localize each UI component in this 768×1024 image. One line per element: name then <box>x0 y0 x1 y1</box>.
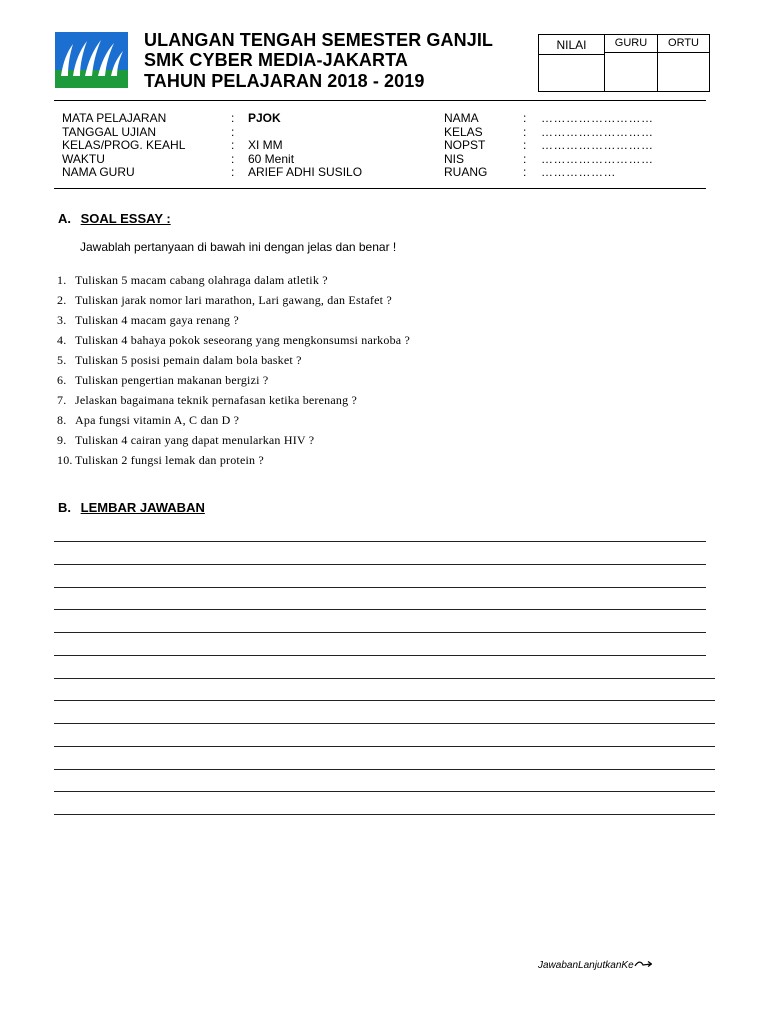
info-label-time: WAKTU <box>62 151 105 166</box>
instruction-text: Jawablah pertanyaan di bawah ini dengan jelas dan benar ! <box>80 240 397 254</box>
question-number: 5. <box>57 353 67 367</box>
header-divider <box>54 100 706 101</box>
question-text: Tuliskan 4 macam gaya renang ? <box>75 313 239 327</box>
section-b-title: LEMBAR JAWABAN <box>80 500 205 515</box>
nis-field[interactable]: ……………………… <box>541 151 654 166</box>
question-number: 4. <box>57 333 67 347</box>
info-label-room: RUANG <box>444 165 488 180</box>
answer-line[interactable] <box>54 700 715 701</box>
question-number: 8. <box>57 413 67 427</box>
info-value-time: 60 Menit <box>248 151 295 166</box>
question-item <box>57 413 239 428</box>
guru-cell[interactable] <box>605 53 657 91</box>
exam-title: ULANGAN TENGAH SEMESTER GANJIL <box>144 30 494 50</box>
nilai-column <box>539 35 605 91</box>
question-item <box>57 393 357 408</box>
question-text: Tuliskan 5 macam cabang olahraga dalam atletik ? <box>75 273 328 287</box>
answer-line[interactable] <box>54 541 706 542</box>
grade-box <box>538 34 710 92</box>
question-text: Tuliskan 4 bahaya pokok seseorang yang mengkonsumsi narkoba ? <box>75 333 411 347</box>
answer-line[interactable] <box>54 655 706 656</box>
question-text: Tuliskan 4 cairan yang dapat menularkan HIV ? <box>75 433 315 447</box>
continue-text: JawabanLanjutkanKe <box>538 960 634 971</box>
ortu-column <box>658 35 709 91</box>
section-b-letter: B. <box>58 500 71 515</box>
nopst-field[interactable]: ……………………… <box>541 138 654 153</box>
question-number: 1. <box>57 273 67 287</box>
question-text: Tuliskan jarak nomor lari marathon, Lari gawang, dan Estafet ? <box>75 293 392 307</box>
name-field[interactable]: ……………………… <box>541 111 654 125</box>
section-b-heading <box>58 500 205 515</box>
question-text: Tuliskan 2 fungsi lemak dan protein ? <box>75 453 264 467</box>
answer-line[interactable] <box>54 632 706 633</box>
nilai-label: NILAI <box>539 35 604 55</box>
answer-line[interactable] <box>54 609 706 610</box>
question-number: 10. <box>57 453 73 467</box>
answer-line[interactable] <box>54 746 715 747</box>
nilai-cell[interactable] <box>539 55 604 91</box>
info-colon: : <box>231 111 235 125</box>
guru-column <box>605 35 658 91</box>
question-number: 7. <box>57 393 67 407</box>
question-text: Jelaskan bagaimana teknik pernafasan ketika berenang ? <box>75 393 358 407</box>
info-label-name: NAMA <box>444 111 479 125</box>
info-colon: : <box>523 124 527 139</box>
continue-note <box>538 960 652 971</box>
info-value-class-program: XI MM <box>248 138 283 153</box>
info-colon: : <box>231 151 235 166</box>
question-item <box>57 453 264 468</box>
question-item <box>57 313 239 328</box>
question-item <box>57 433 314 448</box>
info-colon: : <box>523 151 527 166</box>
info-label-nis: NIS <box>444 151 465 166</box>
ortu-label: ORTU <box>658 35 709 53</box>
info-label-nopst: NOPST <box>444 138 486 153</box>
question-item <box>57 333 410 348</box>
info-divider <box>54 188 706 189</box>
question-text: Tuliskan 5 posisi pemain dalam bola basket ? <box>75 353 302 367</box>
info-label-subject: MATA PELAJARAN <box>62 111 167 125</box>
info-label-class: KELAS <box>444 124 483 139</box>
room-field[interactable]: ……………… <box>541 165 616 180</box>
answer-line[interactable] <box>54 723 715 724</box>
info-colon: : <box>231 138 235 153</box>
section-a-letter: A. <box>58 211 71 226</box>
question-number: 6. <box>57 373 67 387</box>
info-colon: : <box>523 111 527 125</box>
info-colon: : <box>523 138 527 153</box>
info-colon: : <box>523 165 527 180</box>
info-label-class-program: KELAS/PROG. KEAHL <box>62 138 186 153</box>
question-number: 2. <box>57 293 67 307</box>
question-item <box>57 293 392 308</box>
answer-line[interactable] <box>54 587 706 588</box>
section-a-heading <box>58 211 171 226</box>
info-label-exam-date: TANGGAL UJIAN <box>62 124 157 139</box>
answer-line[interactable] <box>54 678 715 679</box>
info-colon: : <box>231 124 235 139</box>
answer-line[interactable] <box>54 769 715 770</box>
question-item <box>57 273 328 288</box>
class-field[interactable]: ……………………… <box>541 124 654 139</box>
question-number: 3. <box>57 313 67 327</box>
question-item <box>57 373 268 388</box>
question-text: Apa fungsi vitamin A, C dan D ? <box>75 413 240 427</box>
answer-line[interactable] <box>54 791 715 792</box>
question-number: 9. <box>57 433 67 447</box>
info-value-subject: PJOK <box>248 111 281 125</box>
school-name: SMK CYBER MEDIA-JAKARTA <box>144 50 408 70</box>
question-text: Tuliskan pengertian makanan bergizi ? <box>75 373 269 387</box>
question-item <box>57 353 302 368</box>
info-value-teacher: ARIEF ADHI SUSILO <box>248 165 363 180</box>
arrow-right-icon <box>634 960 652 970</box>
ortu-cell[interactable] <box>658 53 709 91</box>
academic-year: TAHUN PELAJARAN 2018 - 2019 <box>144 71 425 91</box>
section-a-title: SOAL ESSAY : <box>80 211 171 226</box>
info-colon: : <box>231 165 235 180</box>
guru-label: GURU <box>605 35 657 53</box>
info-label-teacher: NAMA GURU <box>62 165 135 180</box>
answer-line[interactable] <box>54 564 706 565</box>
school-logo-icon <box>55 32 128 88</box>
answer-line[interactable] <box>54 814 715 815</box>
